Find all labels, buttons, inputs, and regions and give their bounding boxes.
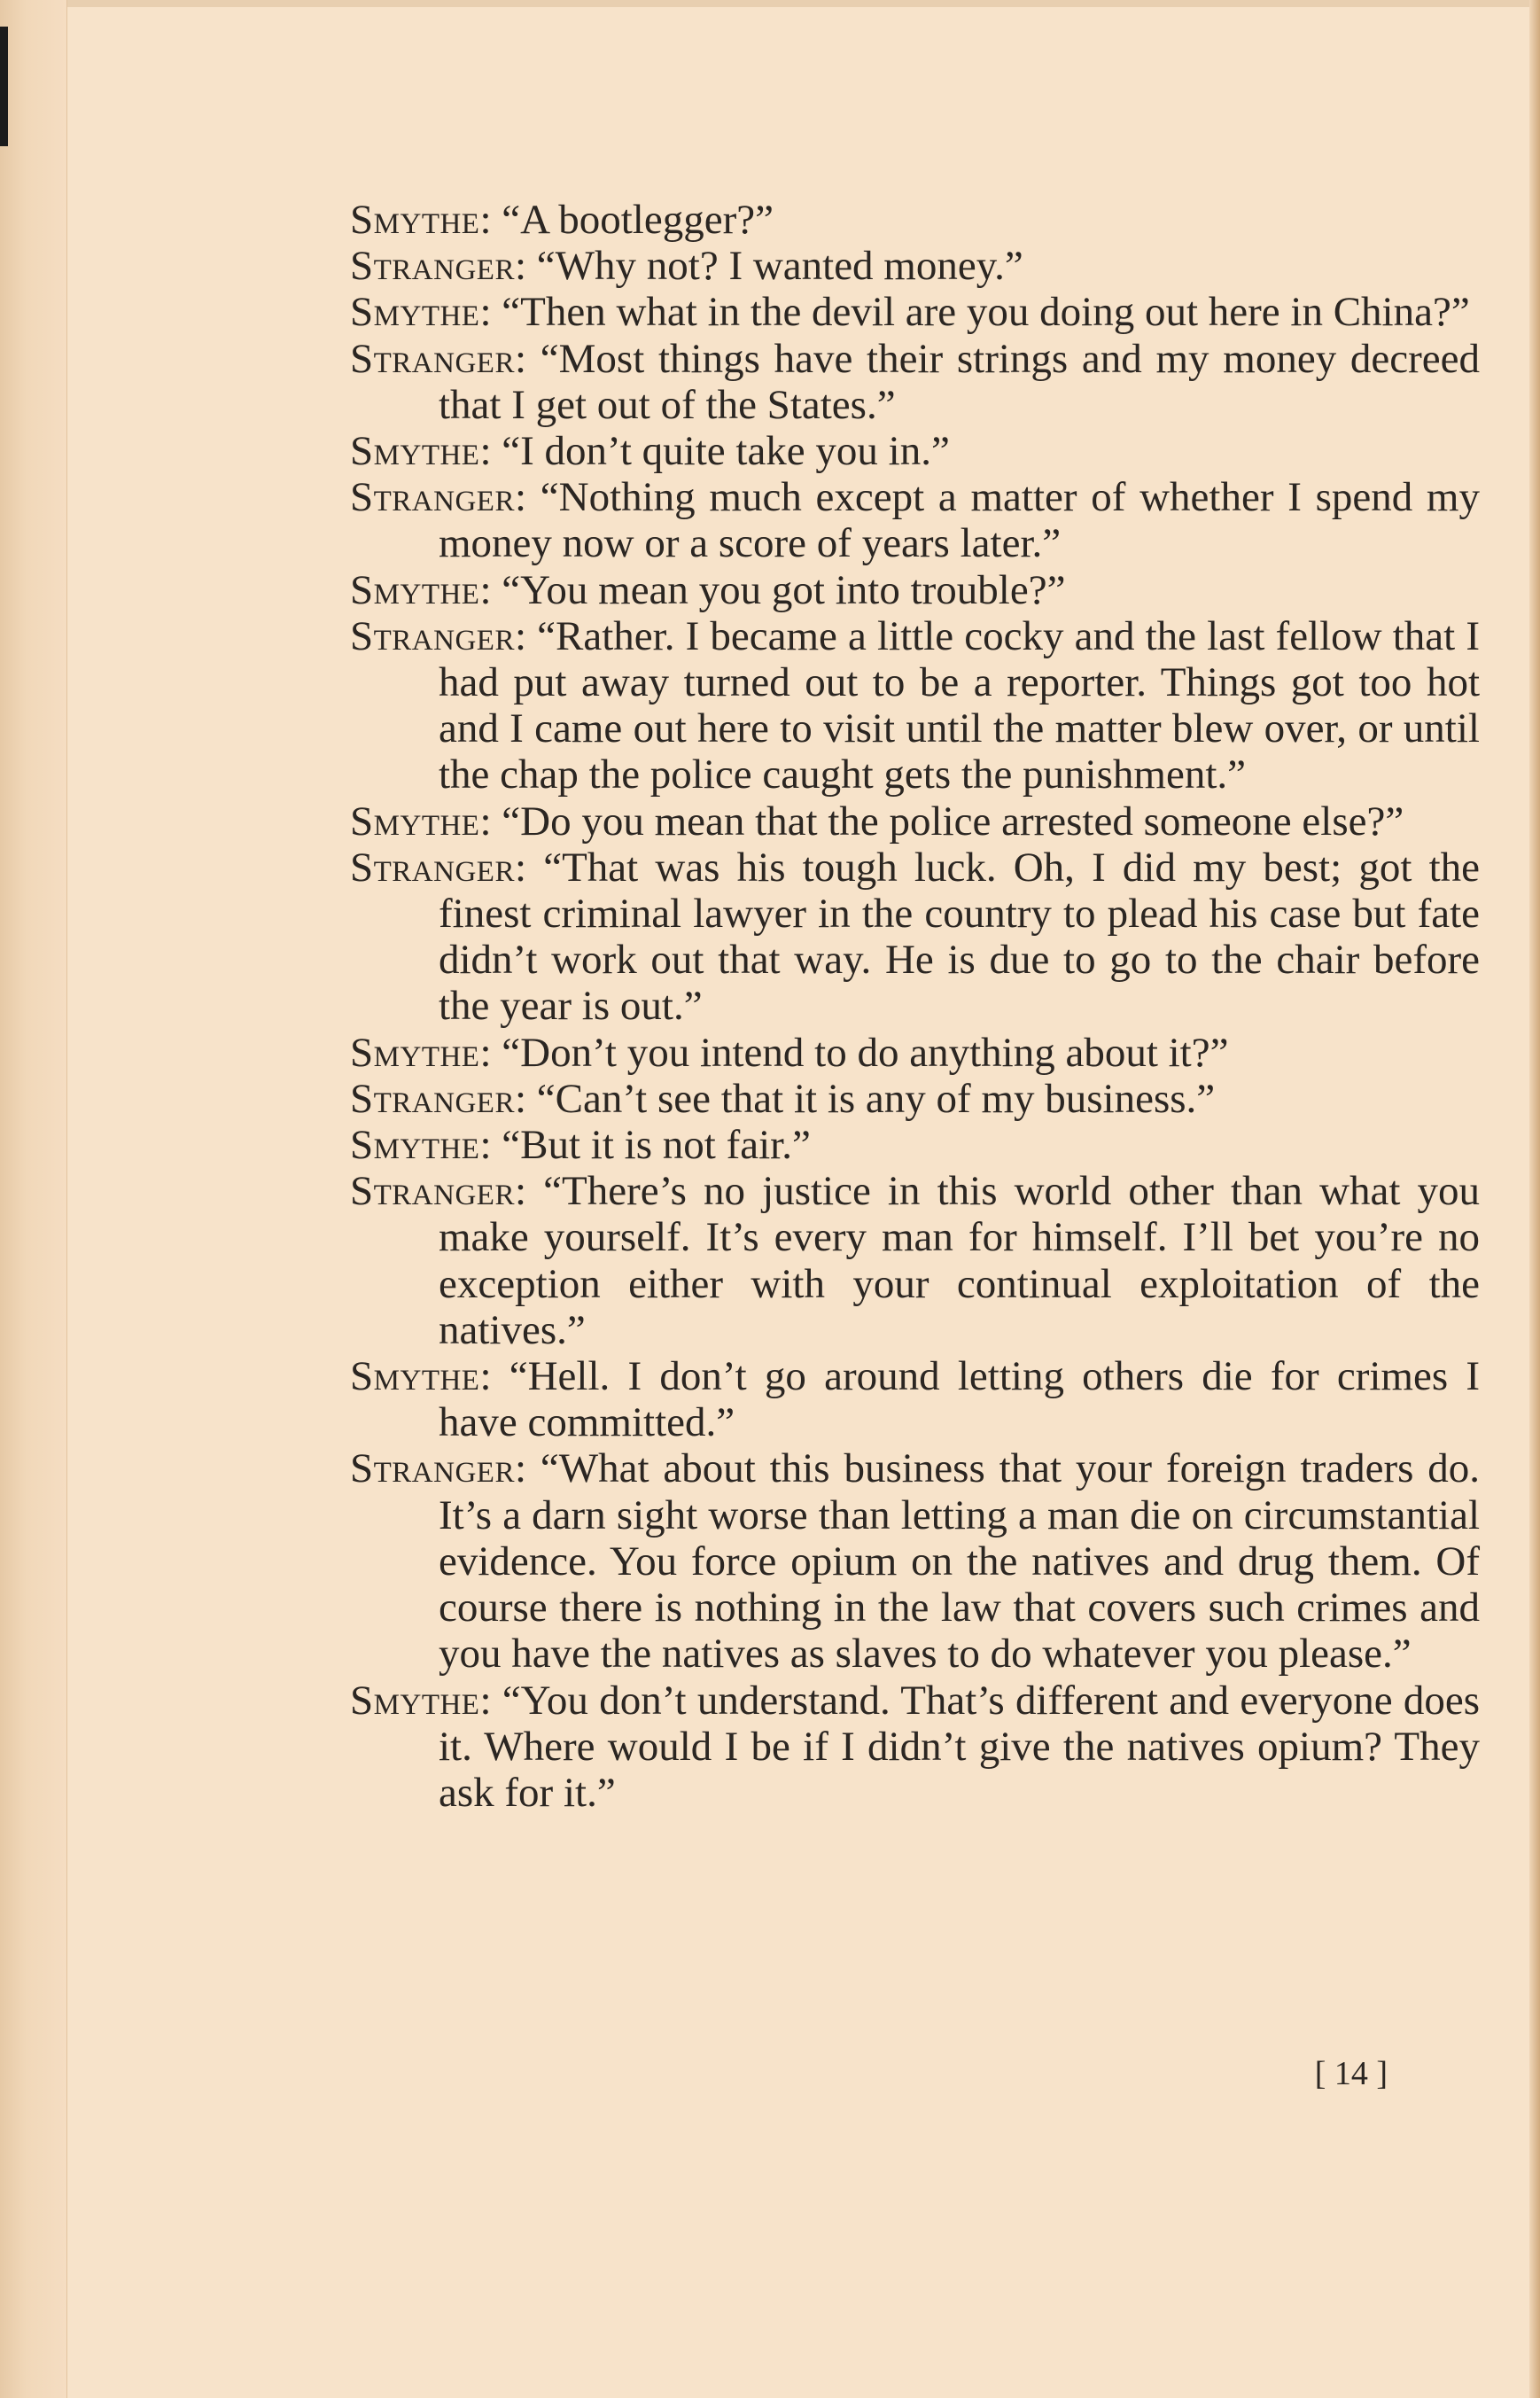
- speech-text: “Why not? I wanted money.”: [536, 243, 1023, 290]
- page-gutter: [0, 0, 67, 2398]
- speech-line: Smythe: “Do you mean that the police arrested someone else?”: [350, 798, 1404, 845]
- speaker-name: Smythe: [350, 566, 480, 613]
- speech-text: “Then what in the devil are you doing out here in China?”: [502, 289, 1470, 336]
- speaker-name: Smythe: [350, 1353, 480, 1400]
- speech-line: Smythe: “You don’t understand. That’s different and everyone does it. Where would I be if I didn’t give the natives opium? They ask for it.”: [350, 1677, 1481, 1816]
- speech-line: Stranger: “Why not? I wanted money.”: [350, 243, 1023, 290]
- speaker-name: Stranger: [350, 844, 515, 891]
- page-right-edge: [1529, 0, 1540, 2398]
- speaker-name: Stranger: [350, 243, 515, 290]
- speech-line: Smythe: “Then what in the devil are you doing out here in China?”: [350, 289, 1470, 336]
- speech-text: “That was his tough luck. Oh, I did my best; got the finest criminal lawyer in the country to plead his case but fate didn’t work out that way. He is due to go to the chair before the year is out.”: [439, 844, 1480, 1030]
- speaker-name: Stranger: [350, 335, 515, 382]
- speech-line: Smythe: “I don’t quite take you in.”: [350, 428, 950, 475]
- speaker-name: Stranger: [350, 1168, 515, 1215]
- speaker-name: Smythe: [350, 798, 480, 845]
- speaker-name: Smythe: [350, 197, 480, 243]
- speech-text: “Hell. I don’t go around letting others die for crimes I have committed.”: [439, 1353, 1480, 1446]
- page-top-edge: [0, 0, 1540, 7]
- page-number: [ 14 ]: [1314, 2055, 1388, 2092]
- speaker-name: Stranger: [350, 1445, 515, 1492]
- speaker-name: Stranger: [350, 1075, 515, 1122]
- binding-mark: [0, 27, 8, 146]
- speech-text: “You mean you got into trouble?”: [502, 566, 1066, 613]
- speaker-name: Smythe: [350, 1029, 480, 1076]
- speech-text: “Nothing much except a matter of whether I spend my money now or a score of years later.”: [439, 474, 1480, 567]
- speaker-name: Smythe: [350, 1122, 480, 1169]
- speaker-name: Stranger: [350, 612, 515, 659]
- speech-line: Stranger: “Can’t see that it is any of my business.”: [350, 1075, 1216, 1122]
- speech-text: “But it is not fair.”: [502, 1122, 811, 1169]
- speech-line: Smythe: “Hell. I don’t go around letting others die for crimes I have committed.”: [350, 1353, 1480, 1446]
- speech-line: Stranger: “Nothing much except a matter of whether I spend my money now or a score of years later.”: [350, 474, 1480, 567]
- speech-text: “Don’t you intend to do anything about it?”: [502, 1029, 1229, 1076]
- speech-text: “Most things have their strings and my money decreed that I get out of the States.”: [439, 335, 1480, 428]
- speaker-name: Smythe: [350, 289, 480, 336]
- speech-line: Smythe: “Don’t you intend to do anything about it?”: [350, 1029, 1229, 1076]
- speech-line: Smythe: “A bootlegger?”: [350, 197, 774, 243]
- speech-text: “You don’t understand. That’s different and everyone does it. Where would I be if I didn’t give the natives opium? They ask for it.”: [439, 1677, 1481, 1816]
- speech-text: “There’s no justice in this world other than what you make yourself. It’s every man for himself. I’ll bet you’re no exception either with your continual exploitation of the natives.”: [439, 1168, 1481, 1353]
- speaker-name: Smythe: [350, 1677, 480, 1724]
- speech-line: Smythe: “But it is not fair.”: [350, 1122, 811, 1169]
- speaker-name: Smythe: [350, 428, 480, 475]
- speech-text: “A bootlegger?”: [502, 197, 774, 243]
- speaker-name: Stranger: [350, 474, 515, 521]
- dialogue-text: [350, 197, 1480, 1816]
- speech-text: “Do you mean that the police arrested someone else?”: [502, 798, 1404, 845]
- speech-text: “Can’t see that it is any of my business.”: [536, 1075, 1216, 1122]
- speech-line: Stranger: “What about this business that your foreign traders do. It’s a darn sight worse than letting a man die on circumstantial evidence. You force opium on the natives and drug them. Of course there is nothing in the law that covers such crimes and you have the natives as slaves to do whatever you please.”: [350, 1445, 1480, 1678]
- speech-text: “I don’t quite take you in.”: [502, 428, 950, 475]
- speech-line: Stranger: “Rather. I became a little cocky and the last fellow that I had put away turned out to be a reporter. Things got too hot and I came out here to visit until the matter blew over, or until the chap the police caught gets the punishment.”: [350, 612, 1480, 798]
- speech-line: Stranger: “That was his tough luck. Oh, I did my best; got the finest criminal lawyer in the country to plead his case but fate didn’t work out that way. He is due to go to the chair before the year is out.”: [350, 844, 1480, 1030]
- speech-line: Stranger: “There’s no justice in this world other than what you make yourself. It’s every man for himself. I’ll bet you’re no exception either with your continual exploitation of the natives.”: [350, 1168, 1481, 1353]
- speech-line: Stranger: “Most things have their strings and my money decreed that I get out of the States.”: [350, 335, 1480, 428]
- speech-text: “What about this business that your foreign traders do. It’s a darn sight worse than letting a man die on circumstantial evidence. You force opium on the natives and drug them. Of course there is nothing in the law that covers such crimes and you have the natives as slaves to do whatever you please.”: [439, 1445, 1480, 1678]
- speech-line: Smythe: “You mean you got into trouble?”: [350, 566, 1066, 613]
- speech-text: “Rather. I became a little cocky and the last fellow that I had put away turned out to be a reporter. Things got too hot and I came out here to visit until the matter blew over, or until the chap the police caught gets the punishment.”: [439, 612, 1480, 798]
